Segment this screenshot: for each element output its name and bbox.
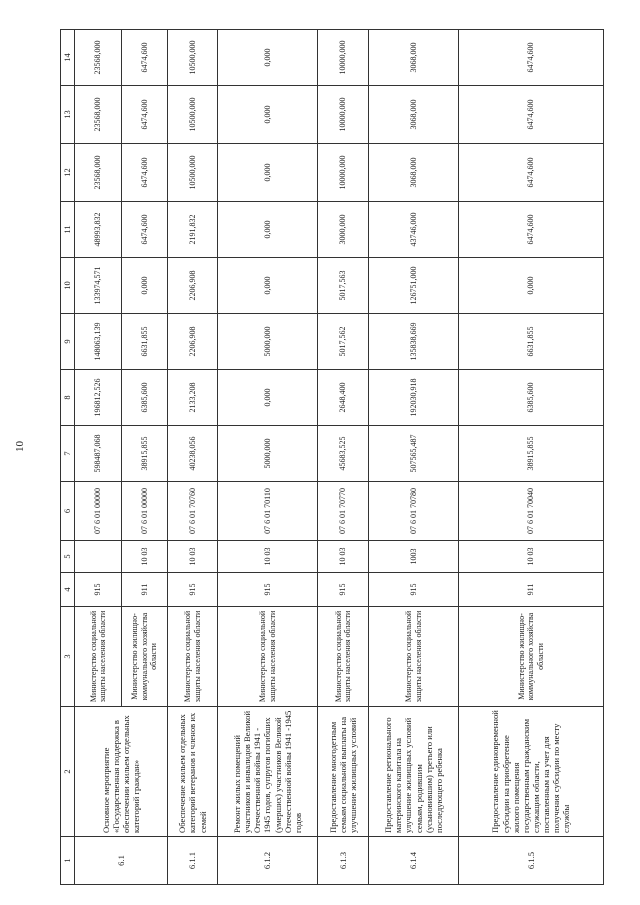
- value-cell: 23568,000: [75, 30, 122, 86]
- ministry-cell: Министерство социальной защиты населения области: [318, 607, 369, 707]
- value-cell: 2206,908: [168, 258, 218, 314]
- value-cell: 135838,669: [369, 314, 459, 370]
- value-cell: 598487,068: [75, 426, 122, 482]
- value-cell: [75, 541, 122, 573]
- header-row: [61, 30, 75, 885]
- value-cell: 23568,000: [75, 86, 122, 144]
- value-cell: 3068,000: [369, 144, 459, 202]
- value-cell: 07 6 01 70040: [459, 482, 604, 541]
- table-row: [318, 30, 369, 885]
- value-cell: 0,000: [218, 144, 318, 202]
- value-cell: 48993,832: [75, 202, 122, 258]
- header-cell: 8: [61, 370, 75, 426]
- measure-name: Предоставление регионального материнского капитала на улучшение жилищных условий семьям, родившим (усыновившим) третьего или последующего ребенка: [369, 707, 459, 837]
- value-cell: 196812,526: [75, 370, 122, 426]
- header-cell: 13: [61, 86, 75, 144]
- value-cell: 10000,000: [318, 86, 369, 144]
- value-cell: 6474,600: [122, 144, 168, 202]
- header-cell: 5: [61, 541, 75, 573]
- value-cell: 915: [218, 573, 318, 607]
- measure-name: Ремонт жилых помещений участников и инвалидов Великой Отечественной войны 1941 - 1945 годов, супругов погибших (умерших) участников Великой Отечественной войны 1941 -1945 годов: [218, 707, 318, 837]
- row-number: 6.1: [75, 837, 168, 885]
- row-number: 6.1.3: [318, 837, 369, 885]
- value-cell: 3068,000: [369, 86, 459, 144]
- row-number: 6.1.5: [459, 837, 604, 885]
- value-cell: 911: [459, 573, 604, 607]
- value-cell: 0,000: [218, 86, 318, 144]
- value-cell: 38915,855: [122, 426, 168, 482]
- header-cell: 4: [61, 573, 75, 607]
- table-row: [75, 30, 122, 885]
- table-row: [369, 30, 459, 885]
- value-cell: 6385,600: [459, 370, 604, 426]
- value-cell: 192030,918: [369, 370, 459, 426]
- value-cell: 915: [318, 573, 369, 607]
- value-cell: 2191,832: [168, 202, 218, 258]
- value-cell: 6474,600: [459, 86, 604, 144]
- value-cell: 0,000: [218, 30, 318, 86]
- value-cell: 6385,600: [122, 370, 168, 426]
- value-cell: 6474,600: [459, 30, 604, 86]
- measure-name: Обеспечение жильем отдельных категорий ветеранов и членов их семей: [168, 707, 218, 837]
- value-cell: 10 03: [318, 541, 369, 573]
- value-cell: 10 03: [459, 541, 604, 573]
- value-cell: 915: [369, 573, 459, 607]
- ministry-cell: Министерство социальной защиты населения области: [168, 607, 218, 707]
- header-cell: 3: [61, 607, 75, 707]
- value-cell: 126751,000: [369, 258, 459, 314]
- value-cell: 43746,000: [369, 202, 459, 258]
- budget-table: [60, 29, 604, 885]
- value-cell: 07 6 01 70780: [369, 482, 459, 541]
- header-cell: 12: [61, 144, 75, 202]
- value-cell: 10 03: [218, 541, 318, 573]
- value-cell: 2206,908: [168, 314, 218, 370]
- page-number: 10: [14, 441, 26, 452]
- value-cell: 07 6 01 70760: [168, 482, 218, 541]
- header-cell: 6: [61, 482, 75, 541]
- value-cell: 10 03: [122, 541, 168, 573]
- value-cell: 6474,600: [122, 202, 168, 258]
- row-number: 6.1.1: [168, 837, 218, 885]
- row-number: 6.1.4: [369, 837, 459, 885]
- ministry-cell: Министерство социальной защиты населения области: [218, 607, 318, 707]
- ministry-cell: Министерство жилищно-коммунального хозяйства области: [122, 607, 168, 707]
- value-cell: 6474,600: [459, 144, 604, 202]
- value-cell: 0,000: [122, 258, 168, 314]
- measure-name: Основное мероприятие «Государственная поддержка в обеспечении жильем отдельных категорий граждан»: [75, 707, 168, 837]
- value-cell: 0,000: [459, 258, 604, 314]
- value-cell: 915: [75, 573, 122, 607]
- value-cell: 10500,000: [168, 30, 218, 86]
- value-cell: 5000,000: [218, 314, 318, 370]
- table-row: [459, 30, 604, 885]
- value-cell: 0,000: [218, 370, 318, 426]
- value-cell: 0,000: [218, 258, 318, 314]
- header-cell: 2: [61, 707, 75, 837]
- value-cell: 3000,000: [318, 202, 369, 258]
- value-cell: 5017,562: [318, 314, 369, 370]
- value-cell: 2648,400: [318, 370, 369, 426]
- value-cell: 6474,600: [459, 202, 604, 258]
- value-cell: 5000,000: [218, 426, 318, 482]
- value-cell: 148063,139: [75, 314, 122, 370]
- rotated-table-page: [60, 30, 635, 885]
- value-cell: 45683,525: [318, 426, 369, 482]
- value-cell: 07 6 01 70110: [218, 482, 318, 541]
- value-cell: 2133,208: [168, 370, 218, 426]
- header-cell: 10: [61, 258, 75, 314]
- value-cell: 10000,000: [318, 144, 369, 202]
- header-cell: 1: [61, 837, 75, 885]
- value-cell: 3068,000: [369, 30, 459, 86]
- value-cell: 6631,855: [122, 314, 168, 370]
- value-cell: 5017,563: [318, 258, 369, 314]
- value-cell: 07 6 01 70770: [318, 482, 369, 541]
- value-cell: 07 6 01 00000: [122, 482, 168, 541]
- ministry-cell: Министерство социальной защиты населения области: [369, 607, 459, 707]
- value-cell: 10500,000: [168, 144, 218, 202]
- value-cell: 10 03: [168, 541, 218, 573]
- value-cell: 0,000: [218, 202, 318, 258]
- value-cell: 40238,056: [168, 426, 218, 482]
- value-cell: 911: [122, 573, 168, 607]
- value-cell: 133974,571: [75, 258, 122, 314]
- measure-name: Предоставление единовременной субсидии на приобретение жилого помещения государственным гражданским служащим области, поставленным на учет для получения субсидии по месту службы: [459, 707, 604, 837]
- value-cell: 10500,000: [168, 86, 218, 144]
- header-cell: 9: [61, 314, 75, 370]
- table-row: [168, 30, 218, 885]
- value-cell: 07 6 01 00000: [75, 482, 122, 541]
- header-cell: 14: [61, 30, 75, 86]
- value-cell: 6474,600: [122, 30, 168, 86]
- value-cell: 1003: [369, 541, 459, 573]
- measure-name: Предоставление многодетным семьям социальной выплаты на улучшение жилищных условий: [318, 707, 369, 837]
- ministry-cell: Министерство жилищно-коммунального хозяйства области: [459, 607, 604, 707]
- table-row: [218, 30, 318, 885]
- header-cell: 7: [61, 426, 75, 482]
- value-cell: 6474,600: [122, 86, 168, 144]
- value-cell: 23568,000: [75, 144, 122, 202]
- value-cell: 10000,000: [318, 30, 369, 86]
- ministry-cell: Министерство социальной защиты населения области: [75, 607, 122, 707]
- row-number: 6.1.2: [218, 837, 318, 885]
- value-cell: 6631,855: [459, 314, 604, 370]
- value-cell: 507565,487: [369, 426, 459, 482]
- header-cell: 11: [61, 202, 75, 258]
- value-cell: 915: [168, 573, 218, 607]
- value-cell: 38915,855: [459, 426, 604, 482]
